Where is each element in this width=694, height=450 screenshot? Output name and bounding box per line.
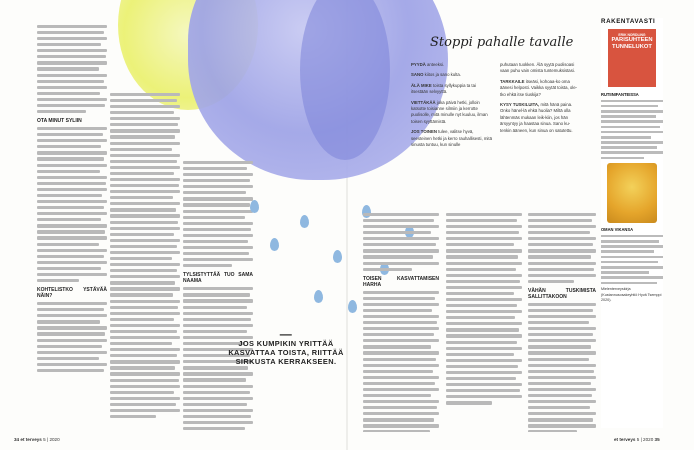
book-title-line-2: TUNNELUKOT [612,43,652,50]
left-magazine-name: et terveys [20,437,42,442]
tip-item: PYYDÄ anteeksi. [411,62,445,67]
right-issue: 5 | 2020 [636,437,654,442]
right-folio [614,437,660,442]
left-column-2 [110,90,180,432]
subheading-kohtelistko: KOHTELISTKO YSTÄVÄÄ NÄIN? [37,287,107,300]
raindrop-icon [270,238,279,251]
right-column-3 [528,210,596,432]
subheading-tylsistyttaa: TYLSISTYTTÄÄ TUO SAMA NAAMA [183,272,253,285]
left-column-1 [37,22,107,432]
tips-left-column [411,62,492,152]
sidebar-illustration-image [607,163,657,223]
subheading-ota-minut: OTA MINUT SYLIIN [37,118,82,125]
tip-item: VIETTÄKÄÄ joka päivä hetki, jolloin katsotte toisianne silmiin ja kerrotte puolisolle, mitä minulle nyt kuuluu, ilman toisen syyttämistä. [411,99,488,124]
tip-item: JOS TOINEN tulee, valitse hyvä, seesteinen hetki ja kerro rauhallisesti, mitä sinusta tuntuu, kun sinulle [411,129,492,148]
tip-item: SANO kiitos ja sano kulta. [411,72,461,78]
sidebar-rakentavasti [601,18,663,428]
tips-right-column [500,62,581,152]
left-issue: 5 | 2020 [43,437,60,442]
sidebar-footer-text: Mielenterveyskirja (Kustannusosakeyhtiö Hyvä Tsemppi 2020). [601,287,662,302]
pull-quote-text: JOS KUMPIKIN YRITTÄÄ KASVATTAA TOISTA, RIITTÄÄ SIRKUSTA KERRAKSEEN. [228,339,344,366]
left-column-3 [183,158,253,432]
right-magazine-name: et terveys [614,437,636,442]
raindrop-icon [300,215,309,228]
tip-item: puhutaan tuokken. Älä syytä puolisoasi vaan puhu vain omista tuntemuksistasi. [500,62,575,74]
sidebar-heading: RAKENTAVASTI [601,18,656,25]
book-title-line-1: PARISUHTEEN [611,37,653,44]
sidebar-subheading-2: OMAN VIKANSA [601,227,634,233]
tip-item: TARKKAILE itseäsi, kohoaa-ko oma äänesi helposti. Vaikka syytät toista, ole-tko ehkä itse tiuskija? [500,78,578,97]
right-column-1 [363,210,439,432]
left-page-number: 34 [14,437,20,442]
sidebar-text-block [601,100,663,160]
raindrop-icon [250,200,259,213]
right-column-2 [446,210,522,432]
quote-dash-icon: — [279,327,293,341]
tips-box [411,62,581,152]
left-folio [14,437,60,442]
tip-item: KYSY TUSKILUITA, mitä hänä paina. Onko hänel-lä ehkä huolia? Miltä olla lähtenmäs mukaan leik-kiin, jos hän ärsyyntyy ja haastaa sinua. Sano ku-tenkin ääneen, kun sinua on satutettu. [500,102,573,133]
tips-box-title: Stoppi pahalle tavalle [430,35,574,50]
raindrop-icon [348,300,357,313]
subheading-vahan-tuskimista: VÄHÄN TUSKIMISTA SALLITTAKOON [528,287,596,300]
book-author: ERIK NORDLING [618,33,646,37]
right-page-number: 35 [654,437,660,442]
raindrop-icon [314,290,323,303]
tip-item: ÄLÄ MIKE toista syllykuppia ta tai itsestään selvyyttä. [411,82,476,95]
book-cover-image [608,29,656,87]
subheading-toisen-kasvattamisen: TOISEN KASVATTAMISEN HARHA [363,275,439,288]
sidebar-subheading-1: RUTIINIFANTEISSA [601,92,639,97]
sidebar-text-block [601,235,663,284]
raindrop-icon [333,250,342,263]
pull-quote [228,327,344,366]
